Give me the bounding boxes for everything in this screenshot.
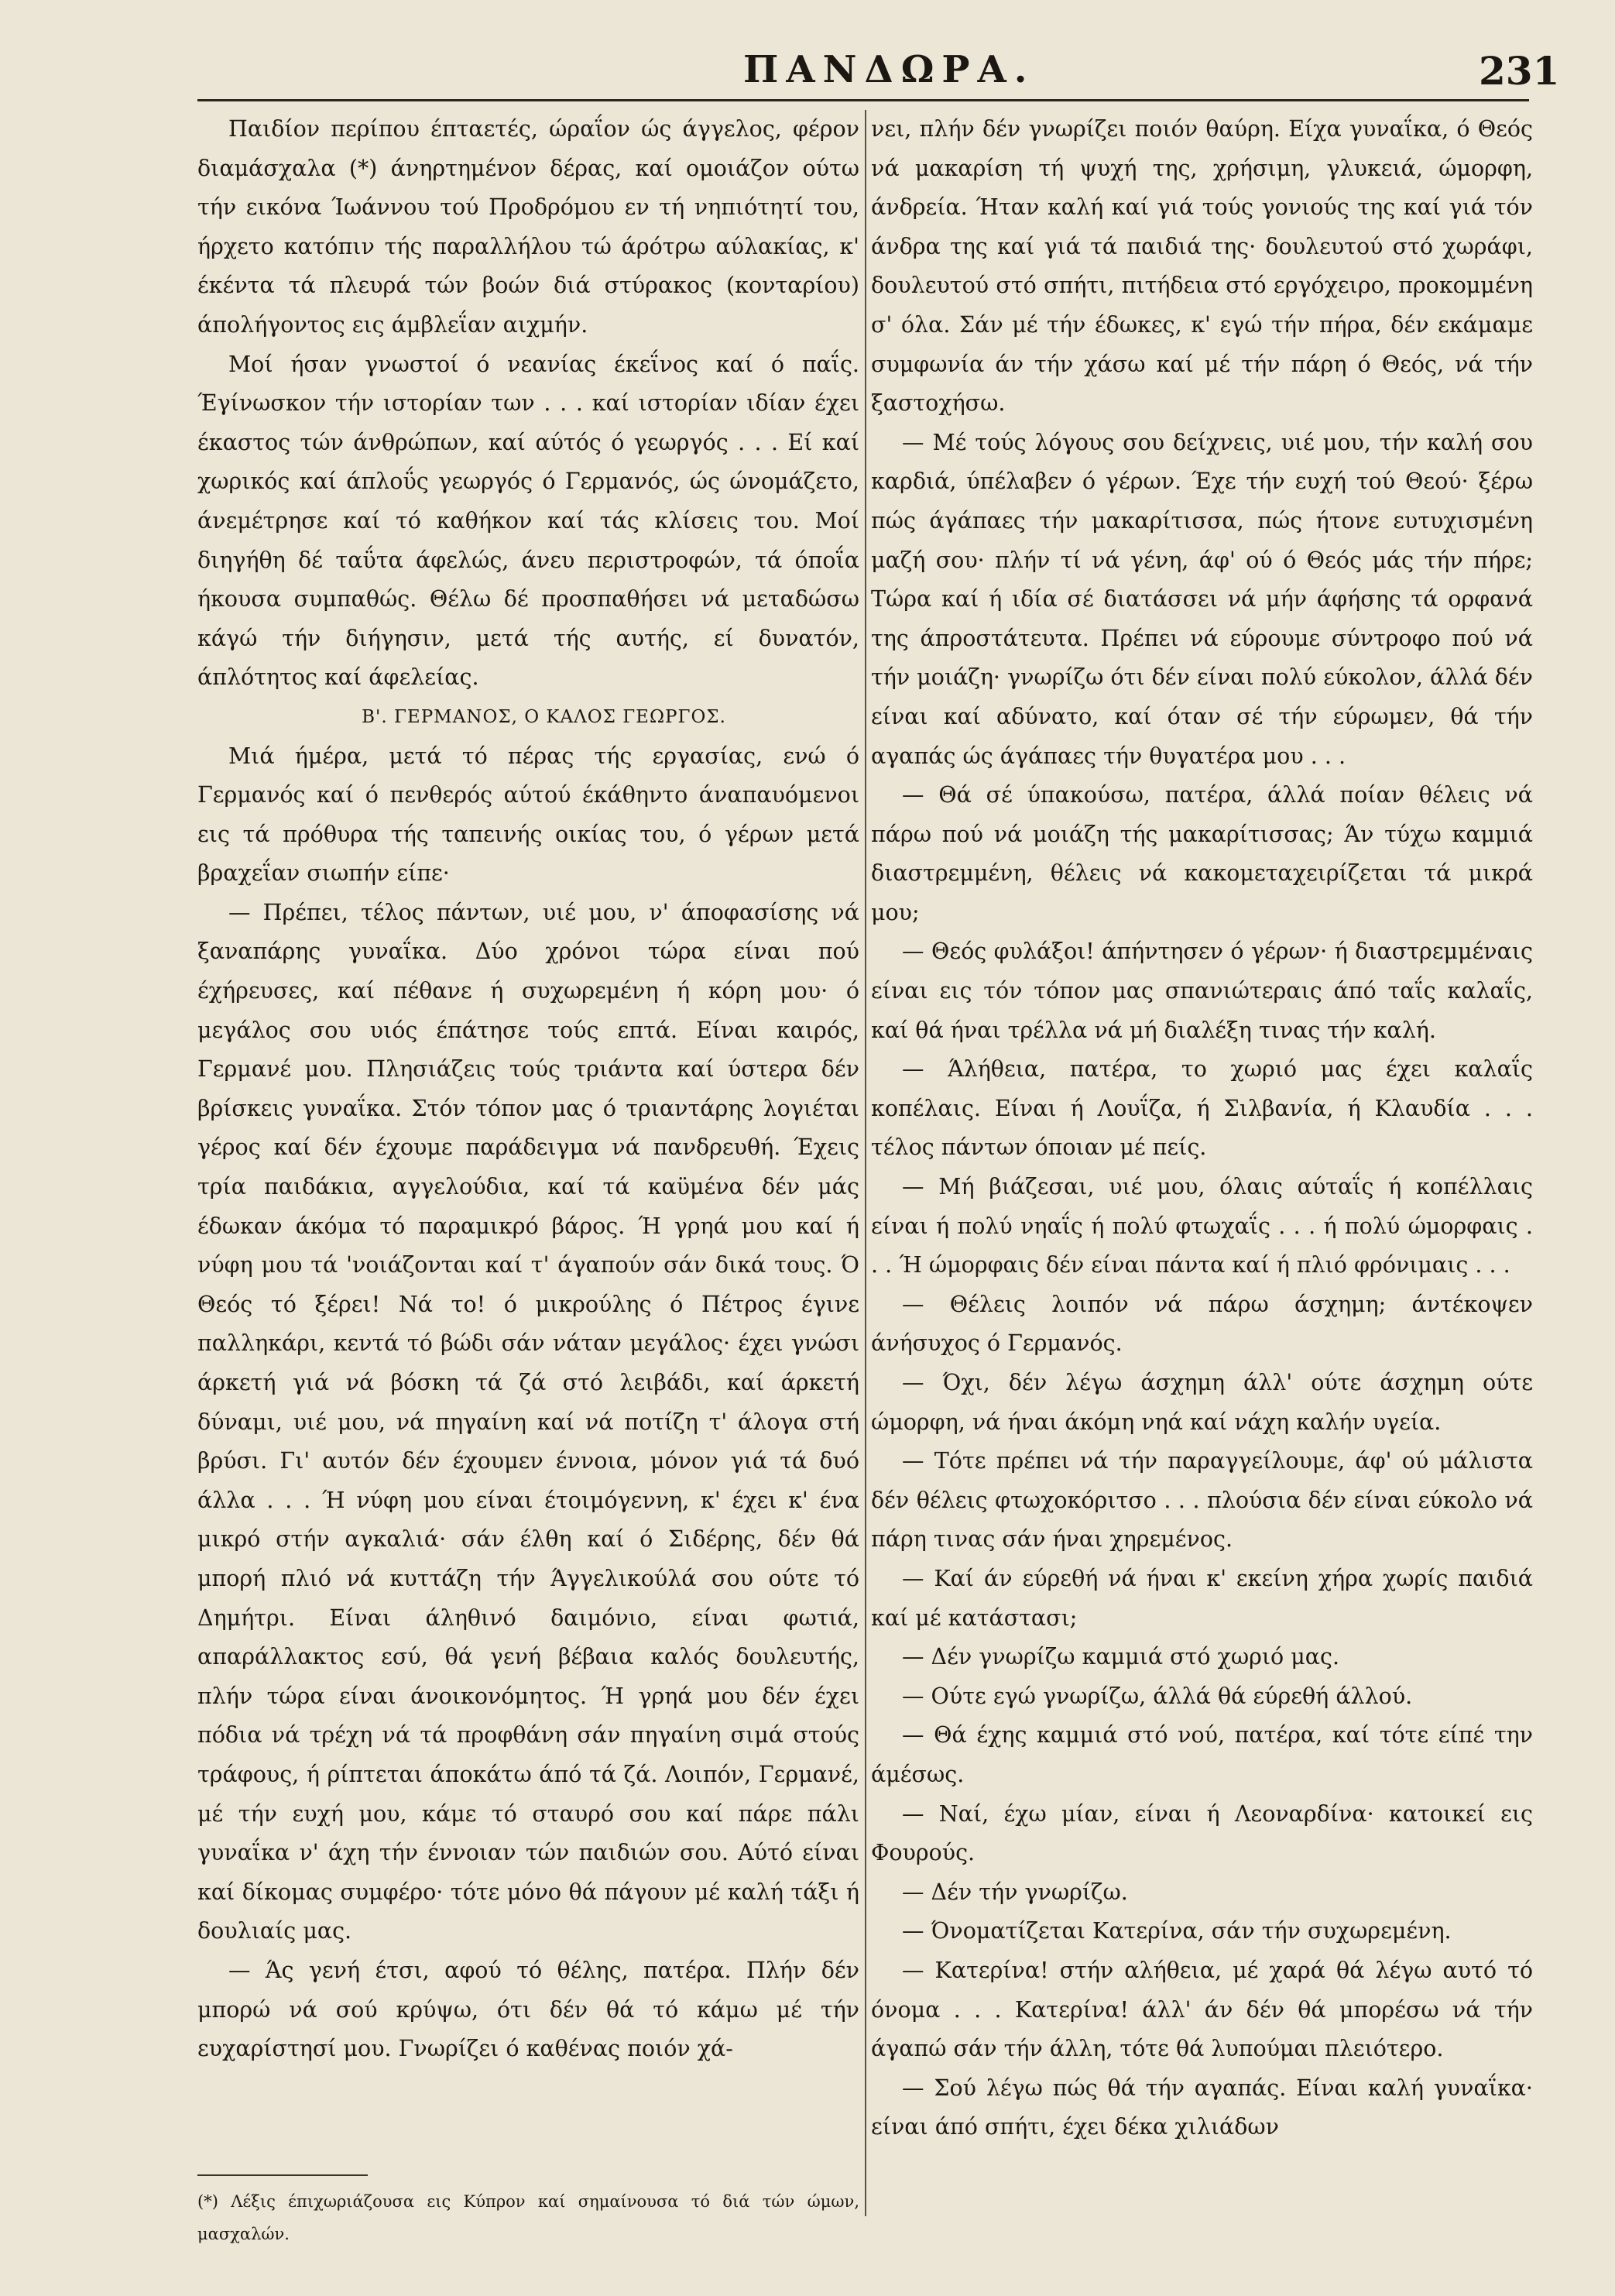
paragraph: — Δέν τήν γνωρίζω.	[902, 1879, 1128, 1905]
paragraph: Μοί ήσαν γνωστοί ό νεανίας έκεΐνος καί ό παΐς. Έγίνωσκον τήν ιστορίαν των . . . καί ιστορίαν ιδίαν έχει έκαστος τών άνθρώπων, καί αύτός ό γεωργός . . . Εί καί χωρικός καί άπλοΰς γεωργός ό Γερμανός, ώς ώνομάζετο, άνεμέτρησε καί τό καθήκον καί τάς κλίσεις του. Μοί διηγήθη δέ ταΰτα άφελώς, άνευ περιστροφών, τά όποΐα ήκουσα συμπαθώς. Θέλω δέ προσπαθήσει νά μεταδώσω κάγώ τήν διήγησιν, μετά τής αυτής, εί δυνατόν, άπλότητος καί άφελείας.	[197, 351, 859, 691]
column-divider	[865, 110, 866, 2216]
paragraph: — Θά σέ ύπακούσω, πατέρα, άλλά ποίαν θέλεις νά πάρω πού νά μοιάζη τής μακαρίτισσας; Άν τύχω καμμιά διαστρεμμένη, θέλεις νά κακομεταχειρίζεται τά μικρά μου;	[871, 782, 1533, 925]
paragraph: Μιά ήμέρα, μετά τό πέρας τής εργασίας, ενώ ό Γερμανός καί ό πενθερός αύτού έκάθηντο άναπαυόμενοι εις τά πρόθυρα τής ταπεινής οικίας του, ό γέρων μετά βραχεΐαν σιωπήν είπε·	[197, 743, 859, 887]
paragraph: — Τότε πρέπει νά τήν παραγγείλουμε, άφ' ού μάλιστα δέν θέλεις φτωχοκόριτσο . . . πλούσια δέν είναι εύκολο νά πάρη τινας σάν ήναι χηρεμένος.	[871, 1448, 1533, 1553]
header-rule	[197, 99, 1529, 101]
paragraph: — Δέν γνωρίζω καμμιά στό χωριό μας.	[902, 1644, 1340, 1670]
paragraph: — Μή βιάζεσαι, υιέ μου, όλαις αύταΐς ή κοπέλλαις είναι ή πολύ νηαΐς ή πολύ φτωχαΐς . . . ή πολύ ώμορφαις . . . Ή ώμορφαις δέν είναι πάντα καί ή πλιό φρόνιμαις . . .	[871, 1174, 1533, 1278]
paragraph: — Όχι, δέν λέγω άσχημη άλλ' ούτε άσχημη ούτε ώμορφη, νά ήναι άκόμη νηά καί νάχη καλήν υγεία.	[871, 1370, 1533, 1435]
paragraph: — Θά έχης καμμιά στό νού, πατέρα, καί τότε είπέ την άμέσως.	[871, 1722, 1533, 1787]
paragraph: — Κατερίνα! στήν αλήθεια, μέ χαρά θά λέγω αυτό τό όνομα . . . Κατερίνα! άλλ' άν δέν θά μπορέσω νά τήν άγαπώ σάν τήν άλλη, τότε θά λυπούμαι πλειότερο.	[871, 1957, 1533, 2062]
running-head	[0, 48, 1615, 102]
paragraph: — Πρέπει, τέλος πάντων, υιέ μου, ν' άποφασίσης νά ξαναπάρης γυναΐκα. Δύο χρόνοι τώρα είναι πού έχήρευσες, καί πέθανε ή συχωρεμένη ή κόρη μου· ό μεγάλος σου υιός έπάτησε τούς επτά. Είναι καιρός, Γερμανέ μου. Πλησιάζεις τούς τριάντα καί ύστερα δέν βρίσκεις γυναΐκα. Στόν τόπον μας ό τριαντάρης λογιέται γέρος καί δέν έχουμε παράδειγμα νά πανδρευθή. Έχεις τρία παιδάκια, αγγελούδια, καί τά καϋμένα δέν μάς έδωκαν άκόμα τό παραμικρό βάρος. Ή γρηά μου καί ή νύφη μου τά 'νοιάζονται καί τ' άγαπούν σάν δικά τους. Ό Θεός τό ξέρει! Νά το! ό μικρούλης ό Πέτρος έγινε παλληκάρι, κεντά τό βώδι σάν νάταν μεγάλος· έχει γνώσι άρκετή γιά νά βόσκη τά ζά στό λειβάδι, καί άρκετή δύναμι, υιέ μου, νά πηγαίνη καί νά ποτίζη τ' άλογα στή βρύσι. Γι' αυτόν δέν έχουμεν έννοια, μόνον γιά τά δυό άλλα . . . Ή νύφη μου είναι έτοιμόγεννη, κ' έχει κ' ένα μικρό στήν αγκαλιά· σάν έλθη καί ό Σιδέρης, δέν θά μπορή πλιό νά κυττάζη τήν Άγγελικούλά σου ούτε τό Δημήτρι. Είναι άληθινό δαιμόνιο, είναι φωτιά, απαράλλακτος εσύ, θά γενή βέβαια καλός δουλευτής, πλήν τώρα είναι άνοικονόμητος. Ή γρηά μου δέν έχει πόδια νά τρέχη νά τά προφθάνη σάν πηγαίνη σιμά στούς τράφους, ή ρίπτεται άποκάτω άπό τά ζά. Λοιπόν, Γερμανέ, μέ τήν ευχή μου, κάμε τό σταυρό σου καί πάρε πάλι γυναΐκα ν' άχη τήν έννοιαν τών παιδιών σου. Αύτό είναι καί δίκομας συμφέρο· τότε μόνο θά πάγουν μέ καλή τάξι ή δουλιαίς μας.	[197, 899, 859, 1944]
section-heading: Β'. ΓΕΡΜΑΝΟΣ, Ο ΚΑΛΟΣ ΓΕΩΡΓΟΣ.	[362, 706, 726, 727]
paragraph: — Άλήθεια, πατέρα, το χωριό μας έχει καλαΐς κοπέλαις. Είναι ή Λουΐζα, ή Σιλβανία, ή Κλαυδία . . . τέλος πάντων όποιαν μέ πείς.	[871, 1056, 1533, 1161]
page-number: 231	[1479, 48, 1560, 94]
footnote-rule	[197, 2174, 368, 2176]
paragraph: Παιδίον περίπου έπταετές, ώραΐον ώς άγγελος, φέρον διαμάσχαλα (*) άνηρτημένον δέρας, καί ομοιάζον ούτω τήν εικόνα Ίωάννου τού Προδρόμου εν τή νηπιότητί του, ήρχετο κατόπιν τής παραλλήλου τώ άρότρω αύλακίας, κ' έκέντα τά πλευρά τών βοών διά στύρακος (κονταρίου) άπολήγοντος εις άμβλεΐαν αιχμήν.	[197, 116, 859, 338]
right-column	[871, 110, 1533, 2185]
paragraph: — Καί άν εύρεθή νά ήναι κ' εκείνη χήρα χωρίς παιδιά καί μέ κατάστασι;	[871, 1565, 1533, 1631]
paragraph: — Άς γενή έτσι, αφού τό θέλης, πατέρα. Πλήν δέν μπορώ νά σού κρύψω, ότι δέν θά τό κάμω μέ τήν ευχαρίστησί μου. Γνωρίζει ό καθένας ποιόν χά-	[197, 1957, 859, 2062]
left-column	[197, 110, 859, 2185]
paragraph: — Ναί, έχω μίαν, είναι ή Λεοναρδίνα· κατοικεί εις Φουρούς.	[871, 1800, 1533, 1866]
footnote: (*) Λέξις έπιχωριάζουσα εις Κύπρον καί σημαίνουσα τό διά τών ώμων, μασχαλών.	[197, 2192, 859, 2243]
paragraph: νει, πλήν δέν γνωρίζει ποιόν θαύρη. Είχα γυναΐκα, ό Θεός νά μακαρίση τή ψυχή της, χρήσιμη, γλυκειά, ώμορφη, άνδρεία. Ήταν καλή καί γιά τούς γονιούς της καί γιά τόν άνδρα της καί γιά τά παιδιά της· δουλευτού στό χωράφι, δουλευτού στό σπήτι, πιτήδεια στό εργόχειρο, προκομμένη σ' όλα. Σάν μέ τήν έδωκες, κ' εγώ τήν πήρα, δέν εκάμαμε συμφωνία άν τήν χάσω καί μέ τήν πάρη ό Θεός, νά τήν ξαστοχήσω.	[871, 116, 1533, 417]
paragraph: — Σού λέγω πώς θά τήν αγαπάς. Είναι καλή γυναΐκα· είναι άπό σπήτι, έχει δέκα χιλιάδων	[871, 2075, 1533, 2140]
paragraph: — Θέλεις λοιπόν νά πάρω άσχημη; άντέκοψεν άνήσυχος ό Γερμανός.	[871, 1291, 1533, 1357]
paragraph: — Μέ τούς λόγους σου δείχνεις, υιέ μου, τήν καλή σου καρδιά, ύπέλαβεν ό γέρων. Έχε τήν ευχή τού Θεού· ξέρω πώς άγάπαες τήν μακαρίτισσα, πώς ήτονε ευτυχισμένη μαζή σου· πλήν τί νά γένη, άφ' ού ό Θεός μάς τήν πήρε; Τώρα καί ή ιδία σέ διατάσσει νά μήν άφήσης τά ορφανά της άπροστάτευτα. Πρέπει νά εύρουμε σύντροφο πού νά τήν μοιάζη· γνωρίζω ότι δέν είναι πολύ εύκολον, άλλά δέν είναι καί αδύνατο, καί όταν σέ τήν εύρωμεν, θά τήν αγαπάς ώς άγάπαες τήν θυγατέρα μου . . .	[871, 429, 1533, 769]
journal-title: ΠΑΝΔΩΡΑ.	[743, 48, 1035, 91]
paragraph: — Ούτε εγώ γνωρίζω, άλλά θά εύρεθή άλλού.	[902, 1683, 1413, 1709]
paragraph: — Όνοματίζεται Κατερίνα, σάν τήν συχωρεμένη.	[902, 1918, 1452, 1944]
paragraph: — Θεός φυλάξοι! άπήντησεν ό γέρων· ή διαστρεμμέναις είναι εις τόν τόπον μας σπανιώτεραις άπό ταΐς καλαΐς, καί θά ήναι τρέλλα νά μή διαλέξη τινας τήν καλή.	[871, 939, 1533, 1043]
